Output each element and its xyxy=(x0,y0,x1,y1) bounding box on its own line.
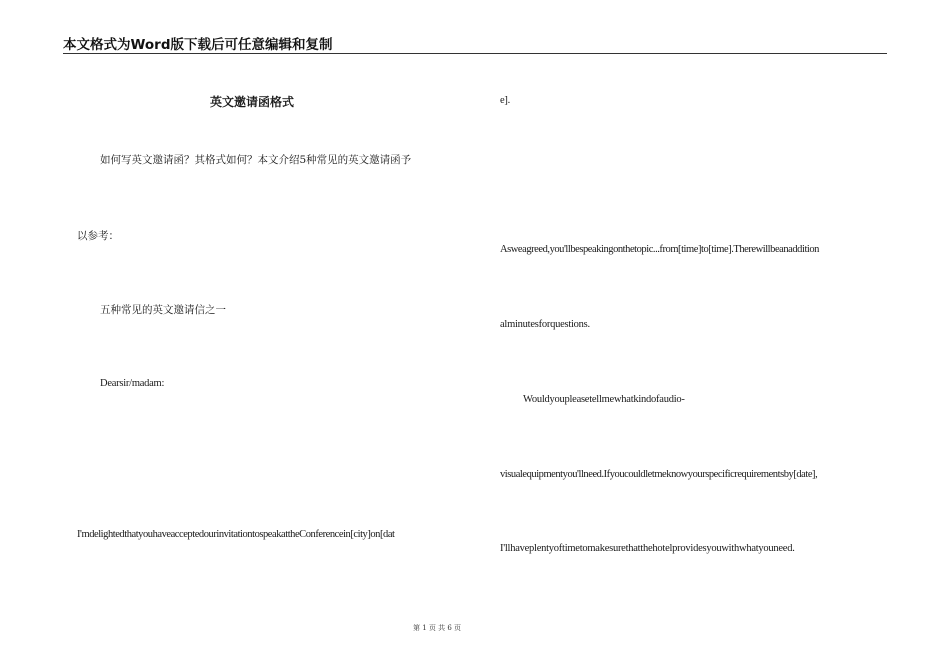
left-paragraph-line-2: 以参考： xyxy=(77,230,119,242)
right-paragraph-line-1: e]. xyxy=(500,95,511,106)
page-footer: 第 1 页 共 6 页 xyxy=(413,624,462,632)
document-banner: 本文格式为Word版下载后可任意编辑和复制 xyxy=(63,37,333,53)
right-paragraph-line-3: alminutesforquestions. xyxy=(500,319,590,330)
right-paragraph-line-6: I'llhaveplentyoftimetomakesurethatthehotelprovidesyouwithwhatyouneed. xyxy=(500,543,795,554)
section-heading: 五种常见的英文邀请信之一 xyxy=(100,304,226,316)
salutation: Dearsir/madam: xyxy=(100,378,165,389)
document-title: 英文邀请函格式 xyxy=(210,95,295,109)
header-rule xyxy=(63,53,887,54)
left-paragraph-line-3: I'mdelightedthatyouhaveacceptedourinvitationtospeakattheConferencein[city]on[dat xyxy=(77,529,395,540)
right-paragraph-line-2: Asweagreed,you'llbespeakingonthetopic...from[time]to[time].Therewillbeanaddition xyxy=(500,244,819,255)
right-paragraph-line-4: Wouldyoupleasetellmewhatkindofaudio- xyxy=(523,394,685,405)
left-paragraph-line-1: 如何写英文邀请函？其格式如何？本文介绍5种常见的英文邀请函予 xyxy=(100,154,412,166)
right-paragraph-line-5: visualequipmentyou'llneed.Ifyoucouldletmeknowyourspecificrequirementsby[date], xyxy=(500,469,818,480)
